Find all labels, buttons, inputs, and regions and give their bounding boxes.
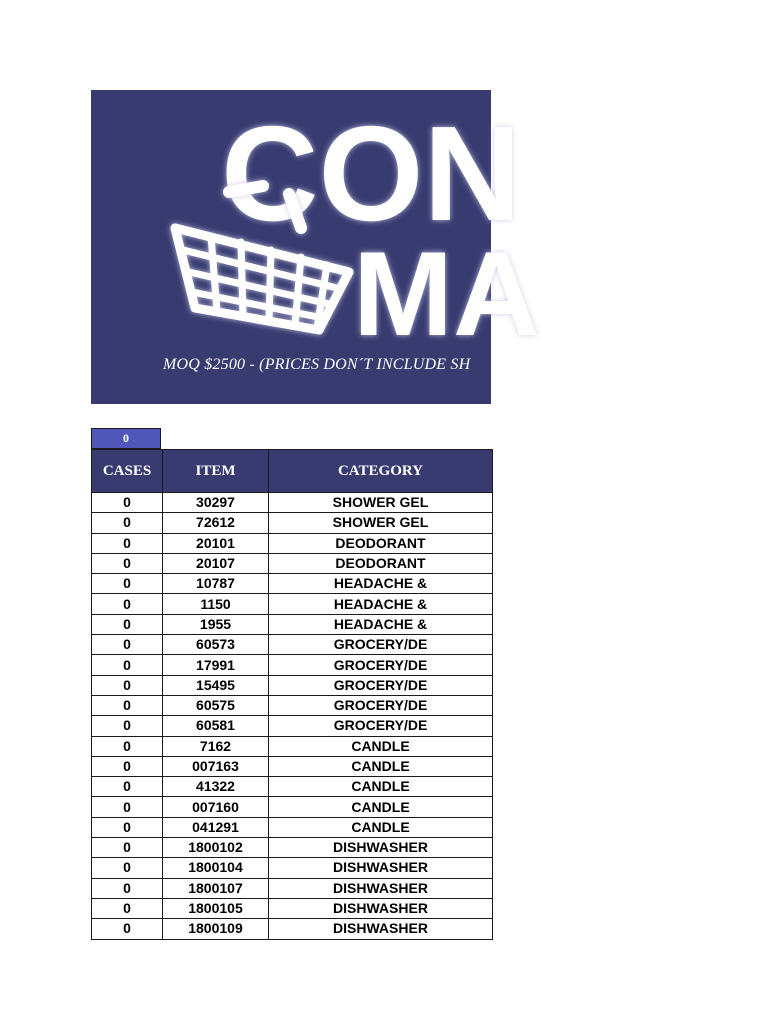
- cases-cell[interactable]: 0: [92, 838, 163, 858]
- banner: [91, 90, 540, 404]
- cases-cell[interactable]: 0: [92, 493, 163, 513]
- cases-cell[interactable]: 0: [92, 858, 163, 878]
- cases-cell[interactable]: 0: [92, 736, 163, 756]
- table-row: [92, 797, 493, 817]
- order-table: [91, 449, 493, 940]
- table-row: [92, 574, 493, 594]
- table-row: [92, 695, 493, 715]
- table-row: [92, 777, 493, 797]
- category-cell: GROCERY/DE: [269, 675, 493, 695]
- category-cell: CANDLE: [269, 797, 493, 817]
- category-cell: DISHWASHER: [269, 858, 493, 878]
- item-cell: 17991: [163, 655, 269, 675]
- table-row: [92, 838, 493, 858]
- item-cell: 1800105: [163, 898, 269, 918]
- table-row: [92, 513, 493, 533]
- table-row: [92, 594, 493, 614]
- cases-cell[interactable]: 0: [92, 614, 163, 634]
- cases-cell[interactable]: 0: [92, 594, 163, 614]
- category-cell: DISHWASHER: [269, 878, 493, 898]
- cases-cell[interactable]: 0: [92, 716, 163, 736]
- category-cell: DISHWASHER: [269, 898, 493, 918]
- category-cell: DEODORANT: [269, 533, 493, 553]
- table-row: [92, 533, 493, 553]
- table-row: [92, 898, 493, 918]
- category-cell: CANDLE: [269, 756, 493, 776]
- item-cell: 20107: [163, 553, 269, 573]
- header-item: ITEM: [163, 450, 269, 493]
- table-row: [92, 736, 493, 756]
- item-cell: 1955: [163, 614, 269, 634]
- cases-cell[interactable]: 0: [92, 777, 163, 797]
- category-cell: CANDLE: [269, 777, 493, 797]
- table-row: [92, 919, 493, 939]
- item-cell: 72612: [163, 513, 269, 533]
- category-cell: HEADACHE &: [269, 614, 493, 634]
- table-row: [92, 675, 493, 695]
- table-row: [92, 614, 493, 634]
- item-cell: 007160: [163, 797, 269, 817]
- category-cell: GROCERY/DE: [269, 655, 493, 675]
- table-row: [92, 493, 493, 513]
- cases-cell[interactable]: 0: [92, 756, 163, 776]
- item-cell: 1800104: [163, 858, 269, 878]
- category-cell: DISHWASHER: [269, 919, 493, 939]
- logo-word-1: CON: [221, 98, 521, 249]
- cases-cell[interactable]: 0: [92, 675, 163, 695]
- item-cell: 20101: [163, 533, 269, 553]
- cases-cell[interactable]: 0: [92, 655, 163, 675]
- table-row: [92, 756, 493, 776]
- category-cell: CANDLE: [269, 736, 493, 756]
- item-cell: 60573: [163, 635, 269, 655]
- category-cell: SHOWER GEL: [269, 493, 493, 513]
- category-cell: SHOWER GEL: [269, 513, 493, 533]
- item-cell: 1150: [163, 594, 269, 614]
- category-cell: GROCERY/DE: [269, 716, 493, 736]
- cases-cell[interactable]: 0: [92, 919, 163, 939]
- total-cases-cell[interactable]: 0: [91, 428, 161, 449]
- item-cell: 1800102: [163, 838, 269, 858]
- table-header-row: [92, 450, 493, 493]
- header-cases: CASES: [92, 450, 163, 493]
- item-cell: 41322: [163, 777, 269, 797]
- table-row: [92, 817, 493, 837]
- cases-cell[interactable]: 0: [92, 817, 163, 837]
- cases-cell[interactable]: 0: [92, 797, 163, 817]
- cases-cell[interactable]: 0: [92, 574, 163, 594]
- category-cell: DEODORANT: [269, 553, 493, 573]
- table-row: [92, 553, 493, 573]
- item-cell: 15495: [163, 675, 269, 695]
- category-cell: GROCERY/DE: [269, 695, 493, 715]
- item-cell: 10787: [163, 574, 269, 594]
- cases-cell[interactable]: 0: [92, 898, 163, 918]
- table-row: [92, 858, 493, 878]
- item-cell: 60575: [163, 695, 269, 715]
- moq-notice: MOQ $2500 - (PRICES DON´T INCLUDE SH: [163, 356, 471, 373]
- item-cell: 1800109: [163, 919, 269, 939]
- item-cell: 1800107: [163, 878, 269, 898]
- item-cell: 60581: [163, 716, 269, 736]
- item-cell: 7162: [163, 736, 269, 756]
- cases-cell[interactable]: 0: [92, 533, 163, 553]
- category-cell: HEADACHE &: [269, 574, 493, 594]
- cases-cell[interactable]: 0: [92, 635, 163, 655]
- cases-cell[interactable]: 0: [92, 513, 163, 533]
- table-row: [92, 716, 493, 736]
- cases-cell[interactable]: 0: [92, 695, 163, 715]
- category-cell: DISHWASHER: [269, 838, 493, 858]
- item-cell: 007163: [163, 756, 269, 776]
- item-cell: 041291: [163, 817, 269, 837]
- table-row: [92, 635, 493, 655]
- table-row: [92, 878, 493, 898]
- category-cell: HEADACHE &: [269, 594, 493, 614]
- item-cell: 30297: [163, 493, 269, 513]
- header-category: CATEGORY: [269, 450, 493, 493]
- cases-cell[interactable]: 0: [92, 553, 163, 573]
- cases-cell[interactable]: 0: [92, 878, 163, 898]
- table-row: [92, 655, 493, 675]
- category-cell: GROCERY/DE: [269, 635, 493, 655]
- category-cell: CANDLE: [269, 817, 493, 837]
- logo-word-2: MA: [353, 227, 540, 361]
